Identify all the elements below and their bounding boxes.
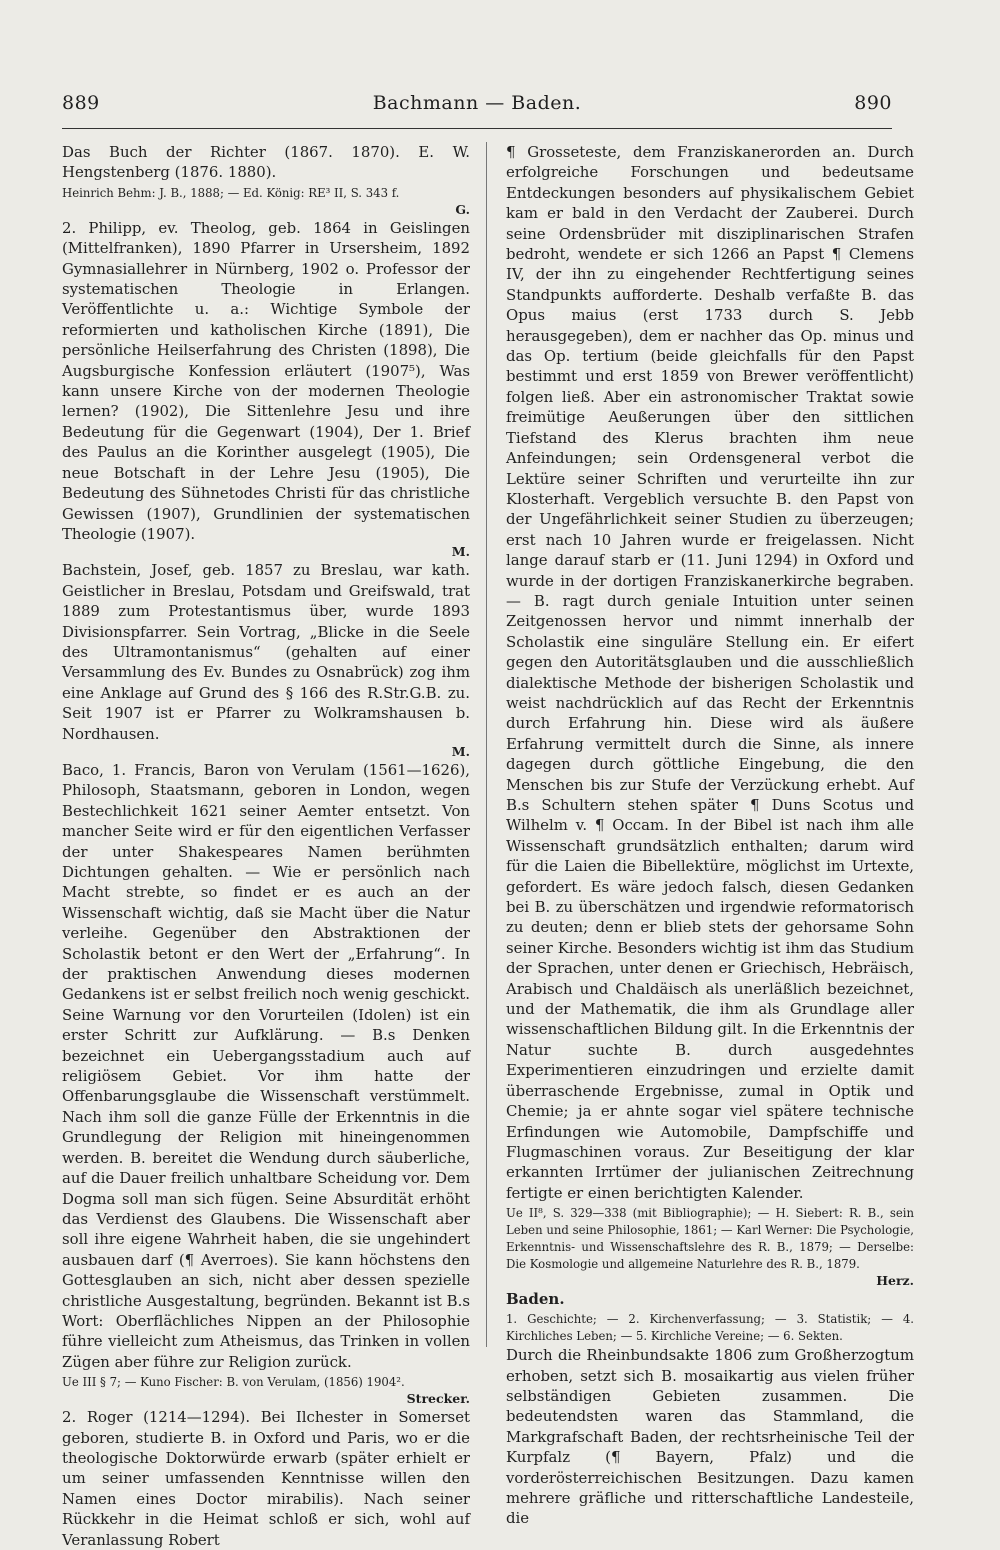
paragraph: 2. Philipp, ev. Theolog, geb. 1864 in Geislingen (Mittelfranken), 1890 Pfarrer in Ursersheim, 1892 Gymnasiallehrer in Nürnberg, 1902 o. Professor der systematischen Theologie in Erlangen. Veröffentlichte u. a.: Wichtige Symbole der reformierten und katholischen Kirche (1891), Die persönliche Heilserfahrung des Christen (1898), Die Augsburgische Konfession erläutert (1907⁵), Was kann unsere Kirche von der modernen Theologie lernen? (1902), Die Sittenlehre Jesu und ihre Bedeutung für die Gegenwart (1904), Der 1. Brief des Paulus an die Korinther ausgelegt (1905), Die neue Botschaft in der Lehre Jesu (1905), Die Bedeutung des Sühnetodes Christi für das christliche Gewissen (1907), Grundlinien der systematischen Theologie (1907). — [62, 218, 470, 543]
author-sign: Herz. — [876, 1273, 914, 1289]
reference: Ue III § 7; — Kuno Fischer: B. von Verulam, (1856) 1904². — [62, 1375, 405, 1390]
running-head-title: Bachmann — Baden. — [372, 92, 582, 114]
author-sign: M. — [451, 743, 470, 759]
author-sign: M. — [451, 544, 470, 560]
reference: Heinrich Behm: J. B., 1888; — Ed. König: RE³ II, S. 343 f. — [62, 185, 400, 200]
paragraph: Durch die Rheinbundsakte 1806 zum Großherzogtum erhoben, setzt sich B. mosaikartig aus vielen früher selbständigen Gebieten zusammen. Die bedeutendsten waren das Stammland, die Markgrafschaft Baden, der rechtsrheinische Teil der Kurpfalz (¶ Bayern, Pfalz) und die vorderösterreichischen Besitzungen. Dazu kamen mehrere gräfliche und ritterschaftliche Landesteile, die — [506, 1346, 914, 1528]
entry-heading: Baden. — [506, 1290, 565, 1309]
paragraph: 2. Roger (1214—1294). Bei Ilchester in Somerset geboren, studierte B. in Oxford und Paris, wo er die theologische Doktorwürde erwarb (später erhielt er um seiner umfassenden Kenntnisse willen den Namen eines Doctor mirabilis). Nach seiner Rückkehr in die Heimat schloß er sich, wohl auf Veranlassung Robert — [62, 1408, 470, 1549]
paragraph: ¶ Grosseteste, dem Franziskanerorden an. Durch erfolgreiche Forschungen und bedeutsame Entdeckungen besonders auf physikalischem Gebiet kam er bald in den Verdacht der Zauberei. Durch seine Ordensbrüder mit disziplinarischen Strafen bedroht, wendete er sich 1266 an Papst ¶ Clemens IV, der ihn zu eingehender Rechtfertigung seines Standpunkts aufforderte. Deshalb verfaßte B. das Opus maius (erst 1733 durch S. Jebb herausgegeben), dem er nachher das Op. minus und das Op. tertium (beide gleichfalls für den Papst bestimmt und erst 1859 von Brewer veröffentlicht) folgen ließ. Aber ein astronomischer Traktat sowie freimütige Aeußerungen über den sittlichen Tiefstand des Klerus brachten ihm neue Anfeindungen; sein Ordensgeneral verbot die Lektüre seiner Schriften und verurteilte ihn zur Klosterhaft. Vergeblich versuchte B. den Papst von der Ungefährlichkeit seiner Studien zu überzeugen; erst nach 10 Jahren wurde er freigelassen. Nicht lange darauf starb er (11. Juni 1294) in Oxford und wurde in der dortigen Franziskanerkirche begraben. — B. ragt durch geniale Intuition unter seinen Zeitgenossen hervor und nimmt innerhalb der Scholastik eine singuläre Stellung ein. Er eifert gegen den Autoritätsglauben und die ausschließlich dialektische Methode der bisherigen Scholastik und weist nachdrücklich auf das Recht der Erkenntnis durch Erfahrung hin. Diese wird als äußere Erfahrung vermittelt durch die Sinne, als innere dagegen durch göttliche Eingebung, die den Menschen bis zur Stufe der Verzückung erhebt. Auf B.s Schultern stehen später ¶ Duns Scotus und Wilhelm v. ¶ Occam. In der Bibel ist nach ihm alle Wissenschaft grundsätzlich enthalten; darum wird für die Laien die Bibellektüre, möglichst im Urtexte, gefordert. Es wäre jedoch falsch, diesen Gedanken bei B. zu überschätzen und irgendwie reformatorisch zu deuten; denn er blieb stets der gehorsame Sohn seiner Kirche. Besonders wichtig ist ihm das Studium der Sprachen, unter denen er Griechisch, Hebräisch, Arabisch und Chaldäisch als unerläßlich bezeichnet, und der Mathematik, die ihm als Grundlage aller wissenschaftlichen Bildung gilt. In die Erkenntnis der Natur suchte B. durch ausgedehntes Experimentieren einzudringen und erzielte damit überraschende Ergebnisse, zumal in Optik und Chemie; ja er ahnte sogar viel spätere technische Erfindungen wie Automobile, Dampfschiffe und Flugmaschinen voraus. Zur Beseitigung der klar erkannten Irrtümer der julianischen Zeitrechnung fertigte er einen berichtigten Kalender. — [506, 143, 914, 1202]
reference: Ue II⁸, S. 329—338 (mit Bibliographie); — H. Siebert: R. B., sein Leben und seine Philosophie, 1861; — Karl Werner: Die Psychologie, Erkenntnis- und Wissenschaftslehre des R. B., 1879; — Derselbe: Die Kosmologie und allgemeine Naturlehre des R. B., 1879. — [506, 1206, 914, 1272]
author-sign: Strecker. — [406, 1391, 470, 1407]
page-number-right: 890 — [854, 92, 892, 114]
paragraph: Bachstein, Josef, geb. 1857 zu Breslau, war kath. Geistlicher in Breslau, Potsdam und Greifswald, trat 1889 zum Protestantismus über, wurde 1893 Divisionspfarrer. Sein Vortrag, „Blicke in die Seele des Ultramontanismus“ (gehalten auf einer Versammlung des Ev. Bundes zu Osnabrück) zog ihm eine Anklage auf Grund des § 166 des R.Str.G.B. zu. Seit 1907 ist er Pfarrer zu Wolkramshausen b. Nordhausen. — [62, 561, 470, 743]
column-divider — [486, 142, 487, 1347]
author-sign: G. — [455, 201, 470, 217]
page-number-left: 889 — [62, 92, 100, 114]
left-column — [62, 142, 470, 1550]
paragraph: Baco, 1. Francis, Baron von Verulam (1561—1626), Philosoph, Staatsmann, geboren in London, wegen Bestechlichkeit 1621 seiner Aemter entsetzt. Von mancher Seite wird er für den eigentlichen Verfasser der unter Shakespeares Namen berühmten Dichtungen gehalten. — Wie er persönlich nach Macht strebte, so findet er es auch an der Wissenschaft wichtig, daß sie Macht über die Natur verleihe. Gegenüber den Abstraktionen der Scholastik betont er den Wert der „Erfahrung“. In der praktischen Anwendung dieses modernen Gedankens ist er selbst freilich noch wenig geschickt. Seine Warnung vor den Vorurteilen (Idolen) ist ein erster Schritt zur Aufklärung. — B.s Denken bezeichnet ein Uebergangsstadium auch auf religiösem Gebiet. Vor ihm hatte der Offenbarungsglaube die Wissenschaft verstümmelt. Nach ihm soll die ganze Fülle der Erkenntnis in die Grundlegung der Religion mit hineingenommen werden. B. bereitet die Wendung durch säuberliche, auf die Dauer freilich unhaltbare Scheidung vor. Dem Dogma soll man sich fügen. Seine Absurdität erhöht das Verdienst des Glaubens. Die Wissenschaft aber soll ihre eigene Wahrheit haben, die sie ungehindert ausbauen darf (¶ Averroes). Sie kann höchstens den Gottesglauben an sich, nicht aber dessen spezielle christliche Ausgestaltung, begründen. Bekannt ist B.s Wort: Oberflächliches Nippen an der Philosophie führe vielleicht zum Atheismus, das Trinken in vollen Zügen aber führe zur Religion zurück. — [62, 760, 470, 1371]
header-rule — [62, 128, 892, 129]
paragraph: Das Buch der Richter (1867. 1870). E. W. Hengstenberg (1876. 1880). — [62, 143, 470, 182]
table-of-contents: 1. Geschichte; — 2. Kirchenverfassung; — 3. Statistik; — 4. Kirchliches Leben; — 5. Kirchliche Vereine; — 6. Sekten. — [506, 1312, 914, 1344]
right-column — [506, 142, 914, 1529]
